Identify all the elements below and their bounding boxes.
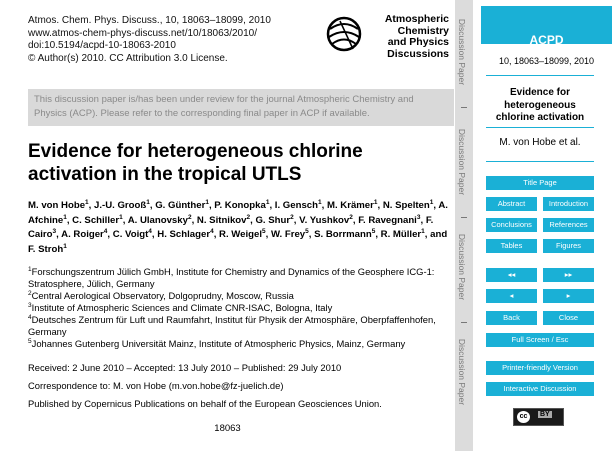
back-button[interactable]: Back <box>486 311 537 325</box>
doi-line: doi:10.5194/acpd-10-18063-2010 <box>28 40 176 51</box>
author-name-text: C. Schiller <box>72 214 120 226</box>
close-button[interactable]: Close <box>543 311 594 325</box>
affiliation-text: Central Aerological Observatory, Dolgoprudny, Moscow, Russia <box>31 290 294 301</box>
title-page-button[interactable]: Title Page <box>486 176 594 190</box>
next-page-button[interactable]: ▸ <box>543 289 594 303</box>
author-name <box>94 200 150 211</box>
author-affiliation-number: 1 <box>429 198 434 206</box>
author-name <box>255 215 293 226</box>
affiliation-item <box>28 266 454 290</box>
author-affiliation-number: 3 <box>416 213 421 221</box>
sidebar-range: 10, 18063–18099, 2010 <box>498 56 595 66</box>
affiliation-number: 5 <box>28 337 32 345</box>
author-name <box>314 229 375 240</box>
cc-license-badge[interactable] <box>513 408 564 426</box>
author-name-text: R. Müller <box>380 229 422 241</box>
author-name-text: P. Konopka <box>214 200 266 211</box>
author-name-text: I. Gensch <box>274 200 318 211</box>
author-affiliation-number: 5 <box>305 228 309 235</box>
journal-line: Atmos. Chem. Phys. Discuss., 10, 18063–18099, 2010 <box>28 15 271 26</box>
logo-wordmark: Atmospheric Chemistry and Physics Discussions <box>384 13 449 60</box>
copyright-line: © Author(s) 2010. CC Attribution 3.0 License. <box>28 52 228 64</box>
previous-page-button[interactable]: ◂ <box>486 289 537 303</box>
affiliation-list <box>28 266 454 350</box>
author-name-text: F. Stroh <box>28 243 64 255</box>
paper-title: Evidence for heterogeneous chlorine activation in the tropical UTLS <box>28 141 363 185</box>
strip-label-2: Discussion Paper <box>457 128 467 196</box>
author-name-text: F. Cairo <box>28 214 434 241</box>
cc-icon: cc <box>517 411 530 423</box>
author-affiliation-number: 2 <box>187 213 192 221</box>
author-name <box>197 215 250 226</box>
interactive-discussion-button[interactable]: Interactive Discussion <box>486 382 594 396</box>
fullscreen-button[interactable]: Full Screen / Esc <box>486 333 594 347</box>
page-number: 18063 <box>214 423 241 434</box>
egu-globe-icon <box>325 15 363 53</box>
author-affiliation-number: 1 <box>63 213 67 221</box>
strip-divider <box>461 322 467 323</box>
tables-button[interactable]: Tables <box>486 239 537 253</box>
author-affiliation-number: 1 <box>146 198 150 206</box>
author-affiliation-number: 1 <box>421 228 425 235</box>
author-name-text: N. Spelten <box>382 200 430 211</box>
affiliation-text: Forschungszentrum Jülich GmbH, Institute for Chemistry and Dynamics of the Geosphere ICG-1: Stratosphere, Jülich, Germany <box>28 266 435 289</box>
author-name <box>61 229 107 240</box>
author-name <box>72 215 123 226</box>
affiliation-number: 1 <box>28 265 32 273</box>
sidebar-divider <box>486 127 594 128</box>
author-affiliation-number: 1 <box>373 198 378 206</box>
author-affiliation-number: 5 <box>371 228 376 235</box>
sidebar-divider <box>486 75 594 76</box>
sidebar-journal: ACPD <box>529 33 564 47</box>
introduction-button[interactable]: Introduction <box>543 197 594 211</box>
author-name <box>299 215 353 226</box>
strip-label-4: Discussion Paper <box>457 338 467 406</box>
author-affiliation-number: 1 <box>317 198 322 206</box>
affiliation-item <box>28 338 454 350</box>
correspondence-line: Correspondence to: M. von Hobe (m.von.hobe@fz-juelich.de) <box>28 380 284 391</box>
strip-label-3: Discussion Paper <box>457 233 467 301</box>
author-name <box>271 229 309 240</box>
author-name-text: J.-U. Grooß <box>94 200 147 211</box>
author-affiliation-number: 4 <box>210 228 214 235</box>
author-name <box>383 200 434 211</box>
affiliation-text: Institute of Atmospheric Sciences and Climate CNR-ISAC, Bologna, Italy <box>31 302 333 313</box>
publisher-line: Published by Copernicus Publications on behalf of the European Geosciences Union. <box>28 398 382 409</box>
by-icon: BY <box>540 411 550 418</box>
author-affiliation-number: 1 <box>85 198 89 206</box>
discussion-paper-strip <box>455 0 473 451</box>
strip-divider <box>461 217 467 218</box>
author-affiliation-number: 2 <box>246 213 251 221</box>
author-name-text: R. Weigel <box>219 229 263 241</box>
strip-label-1: Discussion Paper <box>457 18 467 86</box>
author-name <box>157 229 213 240</box>
author-affiliation-number: 1 <box>63 242 67 250</box>
author-name <box>28 200 89 211</box>
author-name <box>381 229 425 240</box>
author-name <box>358 215 420 226</box>
strip-divider <box>461 107 467 108</box>
author-name-text: C. Voigt <box>112 229 149 241</box>
author-name-text: H. Schlager <box>157 229 211 241</box>
journal-logo <box>325 14 453 70</box>
author-name <box>128 215 192 226</box>
last-page-button[interactable]: ▸▸ <box>543 268 594 282</box>
review-notice: This discussion paper is/has been under review for the journal Atmospheric Chemistry and Physics (ACP). Please refer to the corresponding final paper in ACP if available. <box>28 89 454 126</box>
affiliation-item <box>28 302 454 314</box>
affiliation-item <box>28 314 454 338</box>
author-affiliation-number: 2 <box>349 213 353 221</box>
dates-line: Received: 2 June 2010 – Accepted: 13 July 2010 – Published: 29 July 2010 <box>28 362 342 373</box>
affiliation-number: 4 <box>28 313 32 321</box>
affiliation-item <box>28 290 454 302</box>
affiliation-number: 2 <box>28 289 32 297</box>
author-name <box>275 200 322 211</box>
first-page-button[interactable]: ◂◂ <box>486 268 537 282</box>
abstract-button[interactable]: Abstract <box>486 197 537 211</box>
author-name-text: W. Frey <box>271 229 306 241</box>
author-name <box>327 200 378 211</box>
sidebar-author: M. von Hobe et al. <box>499 137 581 148</box>
author-affiliation-number: 2 <box>290 213 294 221</box>
author-affiliation-number: 4 <box>103 228 108 235</box>
affiliation-text: Deutsches Zentrum für Luft und Raumfahrt, Institut für Physik der Atmosphäre, Oberpfaffenhofen, Germany <box>28 314 436 337</box>
author-name-text: A. Afchine <box>28 200 448 226</box>
author-name-text: G. Günther <box>155 200 206 211</box>
author-affiliation-number: 4 <box>148 228 152 235</box>
author-affiliation-number: 1 <box>205 198 209 206</box>
author-affiliation-number: 5 <box>262 228 266 235</box>
url-line[interactable]: www.atmos-chem-phys-discuss.net/10/18063/2010/ <box>28 27 258 39</box>
references-button[interactable]: References <box>543 218 594 232</box>
author-name <box>219 229 266 240</box>
author-name-text: M. Krämer <box>326 200 374 211</box>
conclusions-button[interactable]: Conclusions <box>486 218 537 232</box>
author-affiliation-number: 1 <box>119 213 123 221</box>
figures-button[interactable]: Figures <box>543 239 594 253</box>
printer-friendly-button[interactable]: Printer-friendly Version <box>486 361 594 375</box>
author-name <box>155 200 209 211</box>
author-affiliation-number: 3 <box>52 228 57 235</box>
citation-header <box>28 15 271 65</box>
author-name-text: G. Shur <box>255 214 291 226</box>
author-name-text: N. Sitnikov <box>196 214 247 226</box>
affiliation-number: 3 <box>28 301 32 309</box>
author-name-text: V. Yushkov <box>299 214 350 226</box>
sidebar-title: Evidence for heterogeneous chlorine activation <box>495 87 585 123</box>
author-name-text: S. Borrmann <box>314 229 372 241</box>
author-name-text: A. Roiger <box>61 229 104 241</box>
sidebar-divider <box>486 161 594 162</box>
author-list: M. von Hobe$^1$, J.-U. Grooß$^1$, G. Günther$^1$, P. Konopka$^1$, I. Gensch$^1$, M. Krämer$^1$, N. Spelten$^1$, A. Afchine$^1$, C. Schiller$^1$, A. Ulanovsky$^2$, N. Sitnikov$^2$, G. Shur$^2$, V. Yushkov$^2$, F. Ravegnani$^3$, F. Cairo$^3$, A. Roiger$^4$, C. Voigt$^4$, H. Schlager$^4$, R. Weigel$^5$, W. Frey$^5$, S. Borrmann$^5$, R. Müller$^1$, and F. Stroh$^1$ <box>28 198 448 255</box>
author-name-text: A. Ulanovsky <box>127 214 188 226</box>
author-name-text: M. von Hobe <box>28 200 86 211</box>
affiliation-text: Johannes Gutenberg Universität Mainz, Institute of Atmospheric Physics, Mainz, Germany <box>31 338 406 349</box>
author-name <box>113 229 152 240</box>
author-name <box>28 244 67 255</box>
author-name-text: F. Ravegnani <box>358 214 417 226</box>
author-affiliation-number: 1 <box>265 198 270 206</box>
author-name <box>214 200 269 211</box>
